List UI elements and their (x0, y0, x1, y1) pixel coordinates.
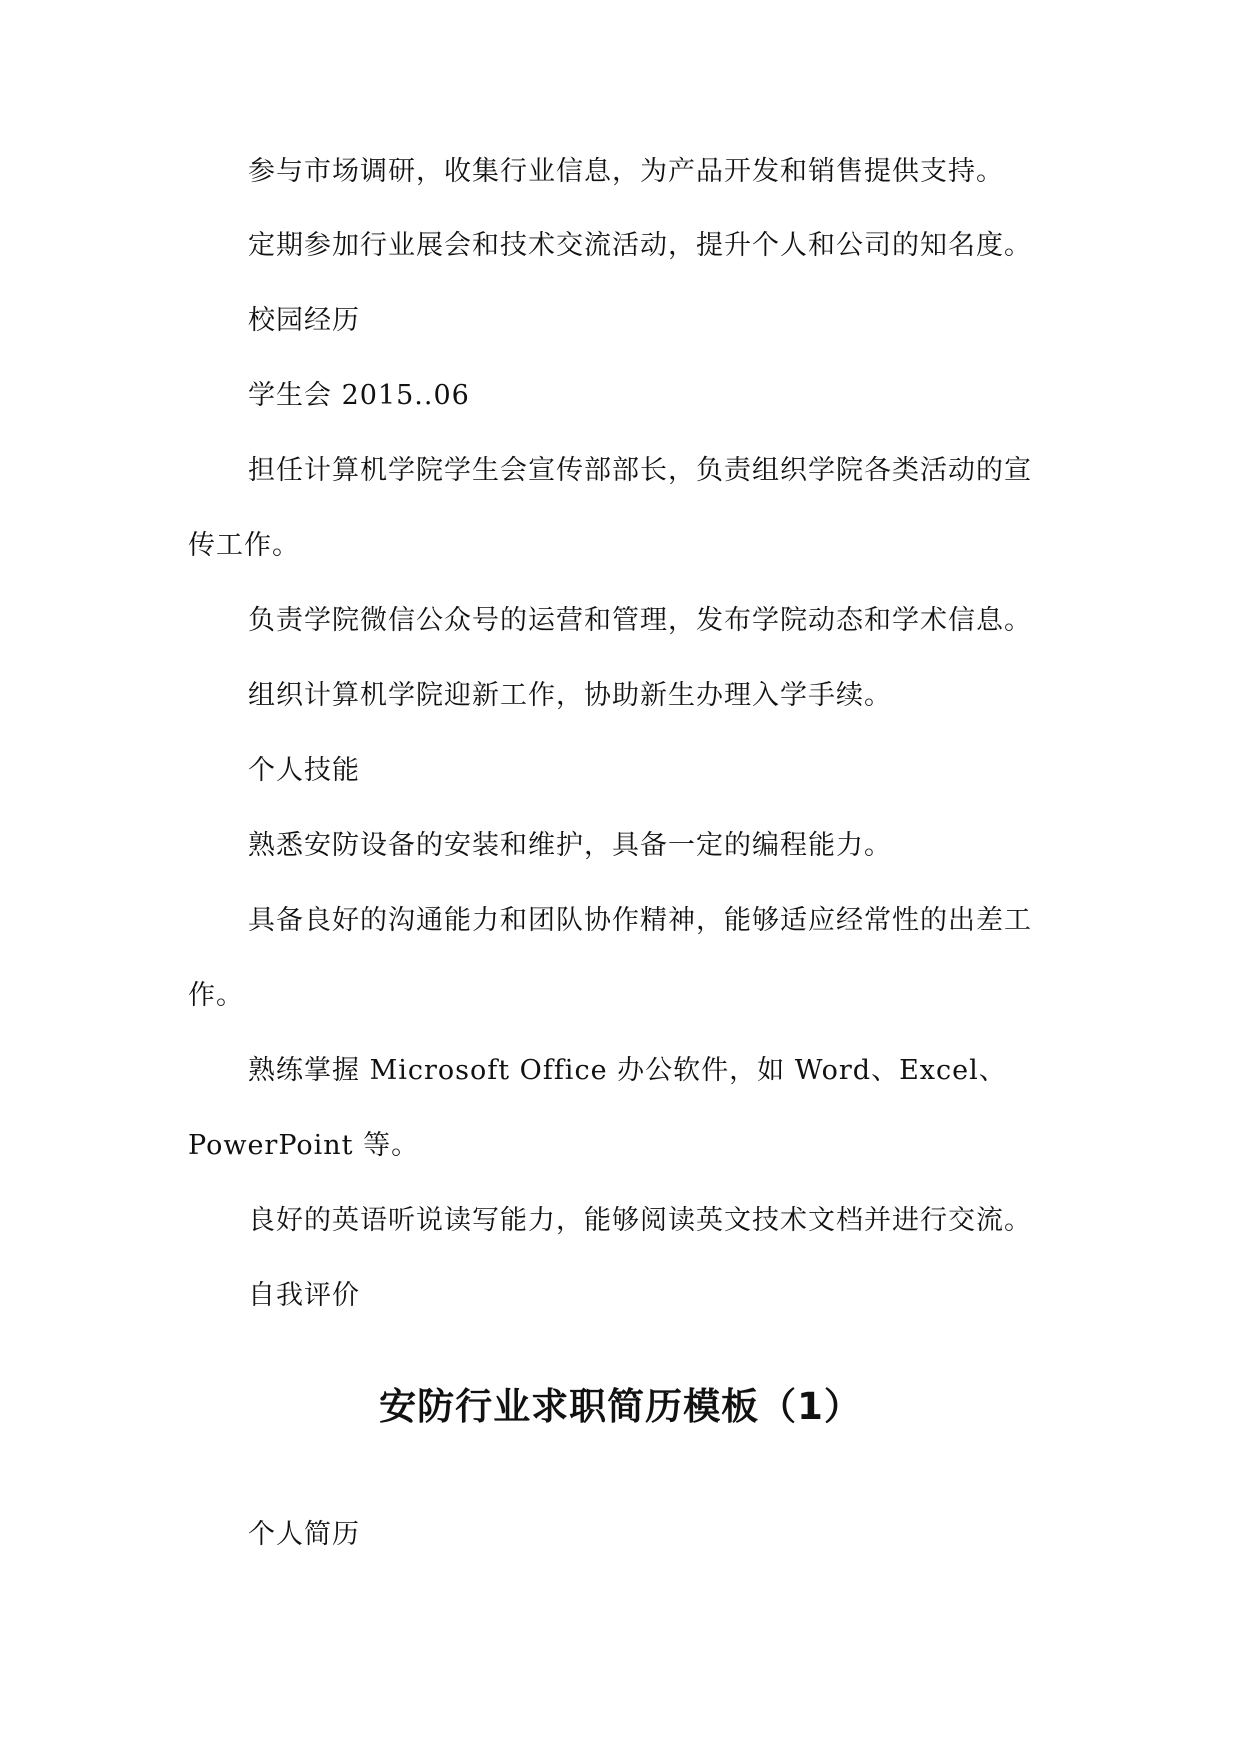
text-line: 参与市场调研，收集行业信息，为产品开发和销售提供支持。 (248, 156, 1004, 187)
section-heading-self-evaluation: 自我评价 (248, 1280, 360, 1311)
text-line: 熟悉安防设备的安装和维护，具备一定的编程能力。 (248, 830, 892, 861)
text-line: 良好的英语听说读写能力，能够阅读英文技术文档并进行交流。 (248, 1205, 1032, 1236)
section-heading-campus: 校园经历 (248, 305, 360, 336)
text-line: 定期参加行业展会和技术交流活动，提升个人和公司的知名度。 (248, 230, 1032, 261)
text-line: 担任计算机学院学生会宣传部部长，负责组织学院各类活动的宣 (248, 455, 1032, 486)
text-line: 作。 (188, 980, 244, 1011)
subheading-resume: 个人简历 (248, 1519, 360, 1550)
text-line: 组织计算机学院迎新工作，协助新生办理入学手续。 (248, 680, 892, 711)
text-line: PowerPoint 等。 (188, 1130, 420, 1161)
text-line: 传工作。 (188, 530, 300, 561)
text-line: 熟练掌握 Microsoft Office 办公软件，如 Word、Excel、 (248, 1055, 1007, 1086)
section-heading-skills: 个人技能 (248, 755, 360, 786)
text-line: 学生会 2015..06 (248, 380, 470, 411)
text-line: 负责学院微信公众号的运营和管理，发布学院动态和学术信息。 (248, 605, 1032, 636)
document-title: 安防行业求职简历模板（1） (379, 1385, 862, 1428)
text-line: 具备良好的沟通能力和团队协作精神，能够适应经常性的出差工 (248, 905, 1032, 936)
